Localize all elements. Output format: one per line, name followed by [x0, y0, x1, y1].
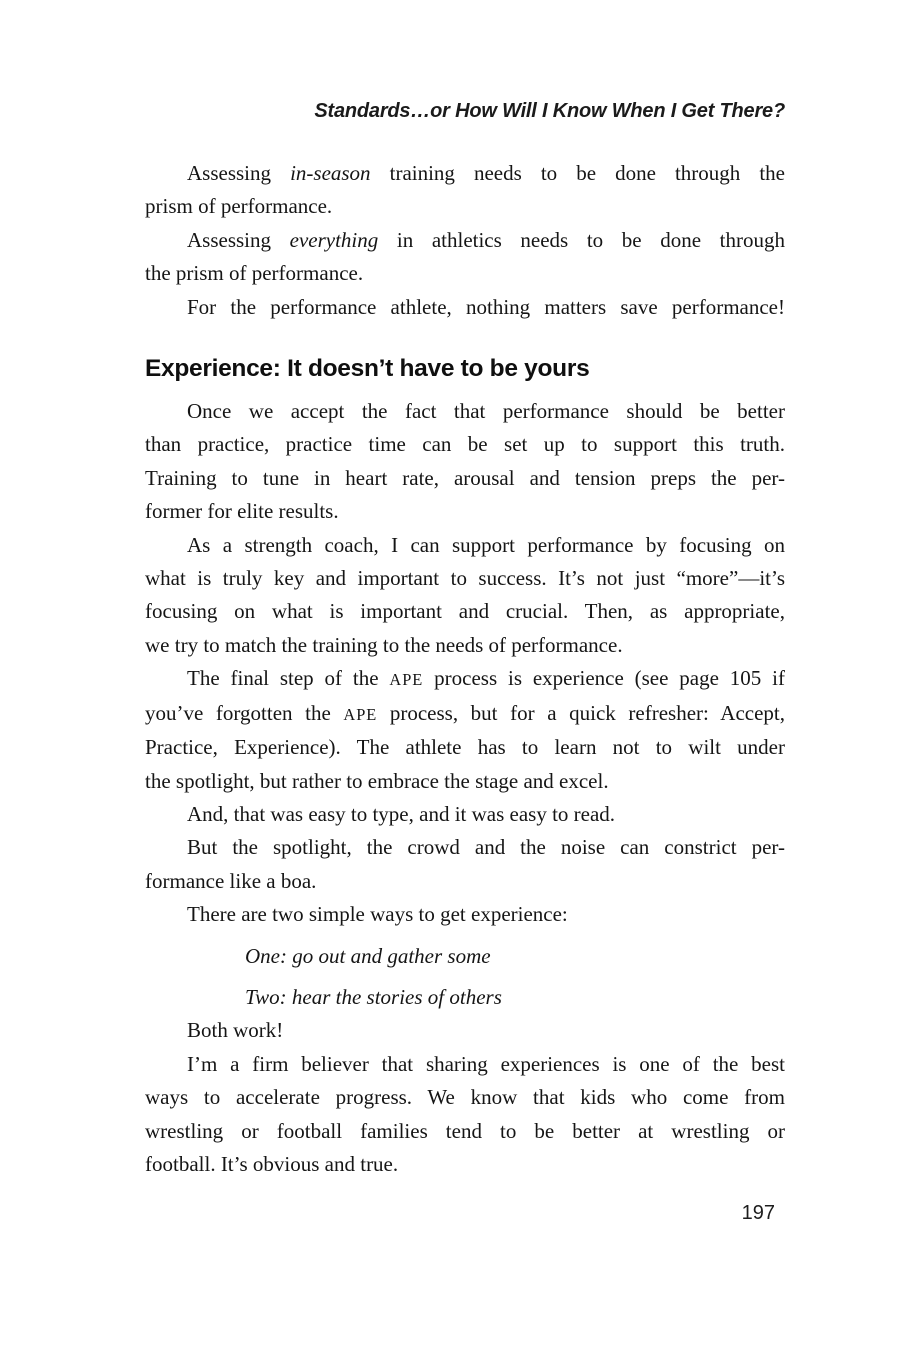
- smallcaps-text: APE: [343, 704, 378, 724]
- text-segment: Assessing: [187, 227, 290, 252]
- text-segment: process is experience (see page 105 if: [423, 666, 786, 691]
- text-segment: training needs to be done through the: [370, 161, 785, 185]
- body-text: [145, 157, 785, 1181]
- page-number: 197: [741, 1202, 775, 1225]
- quote-line: Two: hear the stories of others: [245, 984, 502, 1009]
- text-segment: Assessing: [187, 161, 291, 185]
- text-line: [145, 157, 785, 190]
- section-heading: Experience: It doesn’t have to be yours: [145, 355, 590, 383]
- paragraph: [145, 529, 785, 663]
- text-line: Once we accept the fact that performance should be better: [187, 399, 785, 424]
- text-line: As a strength coach, I can support performance by focusing on: [187, 532, 785, 557]
- text-segment: you’ve forgotten the: [145, 700, 344, 725]
- running-header: Standards…or How Will I Know When I Get There?: [314, 100, 785, 122]
- paragraph: [145, 662, 785, 798]
- emphasis-text: everything: [289, 227, 379, 252]
- paragraph: [145, 1048, 785, 1182]
- text-line: ways to accelerate progress. We know that kids who come from: [145, 1085, 785, 1110]
- text-line: For the performance athlete, nothing matters save performance!: [187, 294, 785, 319]
- text-line: [145, 662, 785, 696]
- text-segment: process, but for a quick refresher: Accept,: [377, 700, 785, 725]
- text-line: than practice, practice time can be set up to support this truth.: [145, 432, 785, 457]
- text-line: what is truly key and important to success. It’s not just “more”—it’s: [145, 566, 785, 591]
- text-line: There are two simple ways to get experience:: [187, 902, 568, 927]
- paragraph: [145, 291, 785, 324]
- paragraph: [145, 224, 785, 291]
- text-line: [145, 224, 785, 257]
- paragraph: [145, 395, 785, 529]
- paragraph: [145, 157, 785, 224]
- text-line: Practice, Experience). The athlete has to learn not to wilt under: [145, 735, 785, 760]
- paragraph: [145, 798, 785, 831]
- text-line: And, that was easy to type, and it was easy to read.: [187, 801, 616, 826]
- text-line: Both work!: [187, 1018, 284, 1043]
- smallcaps-text: APE: [389, 670, 424, 690]
- paragraph: [145, 1014, 785, 1047]
- text-line: prism of performance.: [145, 194, 333, 219]
- text-line: focusing on what is important and crucial. Then, as appropriate,: [145, 599, 785, 624]
- text-line: But the spotlight, the crowd and the noise can constrict per-: [187, 835, 785, 860]
- text-block: [145, 0, 785, 1225]
- emphasis-text: in-season: [290, 161, 371, 185]
- paragraph: [145, 831, 785, 898]
- text-segment: in athletics needs to be done through: [378, 227, 785, 252]
- text-line: the spotlight, but rather to embrace the stage and excel.: [145, 768, 609, 793]
- text-line: former for elite results.: [145, 499, 339, 524]
- text-line: the prism of performance.: [145, 261, 364, 286]
- text-line: [145, 697, 785, 731]
- text-line: Training to tune in heart rate, arousal and tension preps the per-: [145, 465, 785, 490]
- text-line: formance like a boa.: [145, 868, 317, 893]
- paragraph: [145, 898, 785, 931]
- quote-line: One: go out and gather some: [245, 943, 491, 968]
- text-segment: The final step of the: [187, 666, 390, 691]
- text-line: we try to match the training to the needs of performance.: [145, 632, 623, 657]
- text-line: wrestling or football families tend to be better at wrestling or: [145, 1118, 785, 1143]
- text-line: football. It’s obvious and true.: [145, 1151, 399, 1176]
- text-line: I’m a firm believer that sharing experiences is one of the best: [187, 1051, 785, 1076]
